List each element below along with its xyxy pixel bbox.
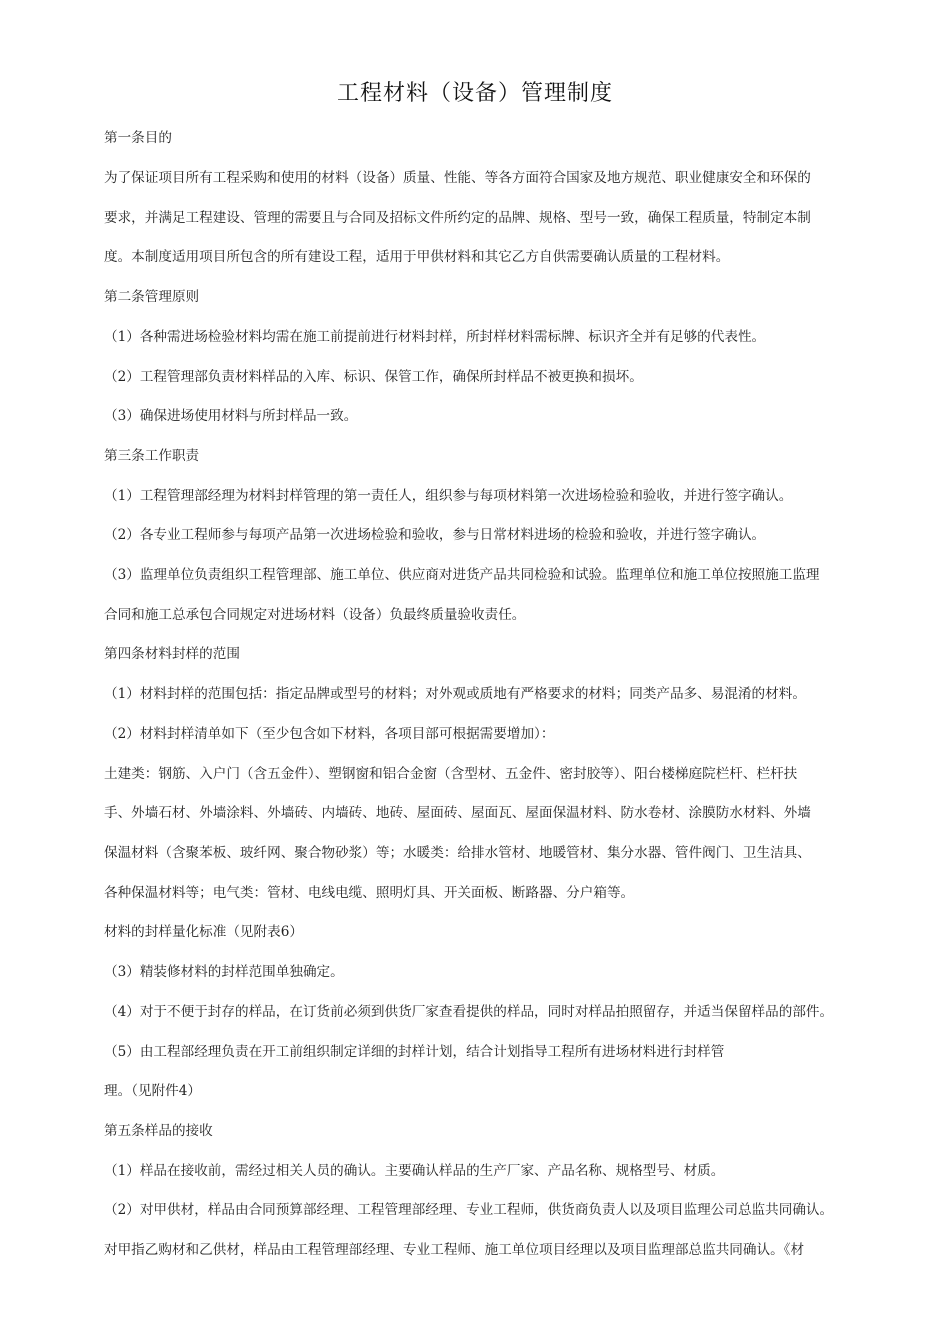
paragraph-line: 手、外墙石材、外墙涂料、外墙砖、内墙砖、地砖、屋面砖、屋面瓦、屋面保温材料、防水卷材、涂膜防水材料、外墙 — [104, 805, 811, 821]
paragraph-line: （1）工程管理部经理为材料封样管理的第一责任人，组织参与每项材料第一次进场检验和验收，并进行签字确认。 — [104, 488, 793, 504]
paragraph-line: 理。（见附件4） — [104, 1083, 202, 1099]
section-heading: 第二条管理原则 — [104, 289, 200, 305]
paragraph-line: 材料的封样量化标准（见附表6） — [104, 924, 303, 940]
paragraph-line: （4）对于不便于封存的样品，在订货前必须到供货厂家查看提供的样品，同时对样品拍照留存，并适当保留样品的部件。 — [104, 1004, 834, 1020]
paragraph-line: （3）确保进场使用材料与所封样品一致。 — [104, 408, 358, 424]
paragraph-line: （2）各专业工程师参与每项产品第一次进场检验和验收，参与日常材料进场的检验和验收，并进行签字确认。 — [104, 527, 766, 543]
document-title: 工程材料（设备）管理制度 — [336, 81, 613, 106]
paragraph-line: 土建类：钢筋、入户门（含五金件）、塑钢窗和铝合金窗（含型材、五金件、密封胶等）、阳台楼梯庭院栏杆、栏杆扶 — [104, 766, 798, 782]
paragraph-line: 保温材料（含聚苯板、玻纤网、聚合物砂浆）等；水暖类：给排水管材、地暖管材、集分水器、管件阀门、卫生洁具、 — [104, 845, 811, 861]
paragraph-line: （1）样品在接收前，需经过相关人员的确认。主要确认样品的生产厂家、产品名称、规格型号、材质。 — [104, 1163, 725, 1179]
paragraph-line: （1）各种需进场检验材料均需在施工前提前进行材料封样，所封样材料需标牌、标识齐全并有足够的代表性。 — [104, 329, 766, 345]
paragraph-line: 为了保证项目所有工程采购和使用的材料（设备）质量、性能、等各方面符合国家及地方规范、职业健康安全和环保的 — [104, 170, 811, 186]
paragraph-line: 度。本制度适用项目所包含的所有建设工程，适用于甲供材料和其它乙方自供需要确认质量的工程材料。 — [104, 249, 730, 265]
section-heading: 第三条工作职责 — [104, 448, 200, 464]
paragraph-line: （5）由工程部经理负责在开工前组织制定详细的封样计划，结合计划指导工程所有进场材料进行封样管 — [104, 1044, 725, 1060]
section-heading: 第四条材料封样的范围 — [104, 646, 240, 662]
paragraph-line: （3）监理单位负责组织工程管理部、施工单位、供应商对进货产品共同检验和试验。监理单位和施工单位按照施工监理 — [104, 567, 820, 583]
paragraph-line: （1）材料封样的范围包括：指定品牌或型号的材料；对外观或质地有严格要求的材料；同类产品多、易混淆的材料。 — [104, 686, 806, 702]
paragraph-line: 要求，并满足工程建设、管理的需要且与合同及招标文件所约定的品牌、规格、型号一致，确保工程质量，特制定本制 — [104, 210, 811, 226]
paragraph-line: （2）对甲供材，样品由合同预算部经理、工程管理部经理、专业工程师，供货商负责人以及项目监理公司总监共同确认。 — [104, 1202, 834, 1218]
section-heading: 第五条样品的接收 — [104, 1123, 213, 1139]
paragraph-line: 各种保温材料等；电气类：管材、电线电缆、照明灯具、开关面板、断路器、分户箱等。 — [104, 885, 635, 901]
paragraph-line: （2）工程管理部负责材料样品的入库、标识、保管工作，确保所封样品不被更换和损坏。 — [104, 369, 643, 385]
paragraph-line: （2）材料封样清单如下（至少包含如下材料，各项目部可根据需要增加）： — [104, 726, 555, 742]
paragraph-line: 对甲指乙购材和乙供材，样品由工程管理部经理、专业工程师、施工单位项目经理以及项目监理部总监共同确认。《材 — [104, 1242, 805, 1258]
section-heading: 第一条目的 — [104, 130, 172, 146]
paragraph-line: 合同和施工总承包合同规定对进场材料（设备）负最终质量验收责任。 — [104, 607, 526, 623]
paragraph-line: （3）精装修材料的封样范围单独确定。 — [104, 964, 344, 980]
